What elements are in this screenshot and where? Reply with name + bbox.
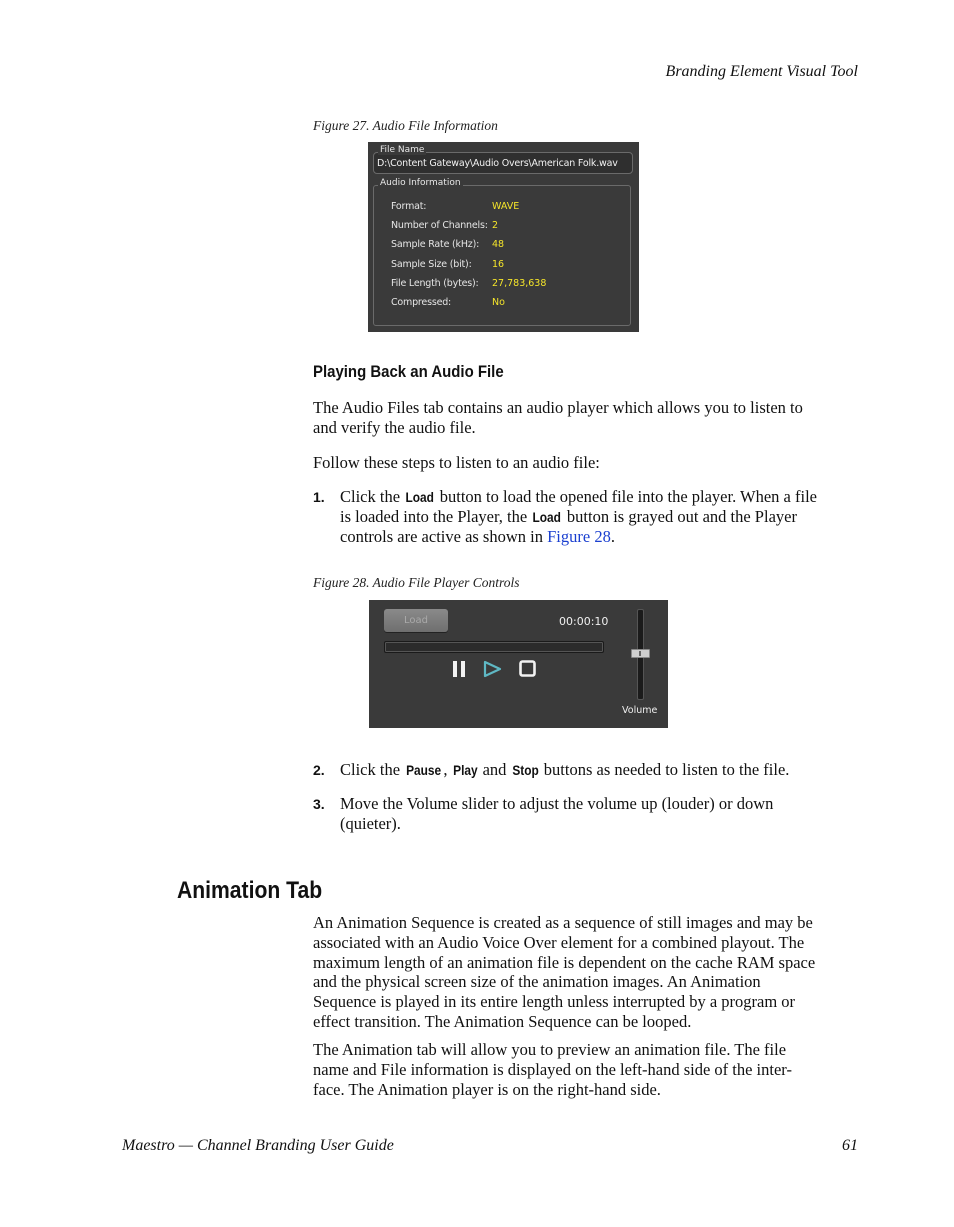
load-button[interactable]: Load bbox=[384, 609, 448, 632]
section-heading-animation-tab: Animation Tab bbox=[177, 877, 323, 904]
animation-p1-line: maximum length of an animation file is dependent on the cache RAM space bbox=[313, 952, 816, 972]
animation-p1-line: and the physical screen size of the animation images. An Animation bbox=[313, 972, 761, 992]
step-2-text-a: Click the bbox=[340, 760, 405, 779]
animation-p2-line: face. The Animation player is on the right-hand side. bbox=[313, 1080, 661, 1099]
play-icon[interactable] bbox=[482, 659, 504, 679]
step-1-text-d: button is grayed out and the Player bbox=[562, 507, 797, 526]
stop-icon[interactable] bbox=[518, 659, 538, 679]
step-1-period: . bbox=[610, 527, 615, 546]
running-header: Branding Element Visual Tool bbox=[665, 63, 858, 80]
animation-p1-line: An Animation Sequence is created as a sequence of still images and may be bbox=[313, 913, 813, 932]
sample-rate-label: Sample Rate (kHz): bbox=[391, 239, 480, 250]
step-3-line1: Move the Volume slider to adjust the volume up (louder) or down bbox=[340, 794, 774, 813]
step-2-text-c: buttons as needed to listen to the file. bbox=[539, 760, 790, 779]
animation-p1-line: effect transition. The Animation Sequence can be looped. bbox=[313, 1011, 692, 1031]
format-label: Format: bbox=[391, 201, 427, 212]
audio-player-panel bbox=[369, 600, 668, 728]
page-number: 61 bbox=[842, 1137, 858, 1154]
step-3-line2: (quieter). bbox=[340, 814, 401, 833]
step-1-text-b: button to load the opened file into the player. When a file bbox=[435, 487, 817, 506]
compressed-value: No bbox=[492, 297, 505, 308]
animation-paragraph-1 bbox=[313, 913, 873, 1032]
stop-keyword: Stop bbox=[511, 762, 539, 778]
audio-info-legend: Audio Information bbox=[380, 178, 461, 188]
animation-p2-line: The Animation tab will allow you to preview an animation file. The file bbox=[313, 1040, 787, 1059]
step-2-text-b: and bbox=[478, 760, 511, 779]
step-2-text bbox=[340, 760, 870, 780]
volume-label: Volume bbox=[622, 705, 658, 716]
load-keyword: Load bbox=[405, 489, 435, 505]
audio-file-info-panel bbox=[368, 142, 639, 332]
animation-paragraph-2 bbox=[313, 1040, 873, 1100]
file-length-value: 27,783,638 bbox=[492, 278, 547, 289]
compressed-label: Compressed: bbox=[391, 297, 452, 308]
volume-slider-thumb[interactable] bbox=[631, 649, 650, 658]
playback-progress-bar[interactable] bbox=[384, 641, 604, 653]
channels-label: Number of Channels: bbox=[391, 220, 488, 231]
animation-p1-line: associated with an Audio Voice Over element for a combined playout. The bbox=[313, 932, 805, 952]
pause-icon[interactable] bbox=[451, 659, 471, 679]
channels-value: 2 bbox=[492, 220, 499, 231]
step-1-number: 1. bbox=[313, 489, 325, 505]
sample-rate-value: 48 bbox=[492, 239, 505, 250]
format-value: WAVE bbox=[492, 201, 520, 212]
step-1-text-a: Click the bbox=[340, 487, 405, 506]
pause-keyword: Pause bbox=[406, 762, 442, 778]
animation-p2-line: name and File information is displayed on the left-hand side of the inter- bbox=[313, 1060, 792, 1079]
file-name-legend: File Name bbox=[380, 145, 425, 155]
animation-p1-line: Sequence is played in its entire length unless interrupted by a program or bbox=[313, 992, 796, 1012]
section-heading-playback: Playing Back an Audio File bbox=[313, 362, 504, 381]
file-name-value: D:\Content Gateway\Audio Overs\American Folk.wav bbox=[377, 158, 618, 169]
step-1-text-e: controls are active as shown in bbox=[340, 527, 548, 546]
figure-28-caption: Figure 28. Audio File Player Controls bbox=[313, 575, 520, 590]
sample-size-label: Sample Size (bit): bbox=[391, 259, 472, 270]
figure-27-caption: Figure 27. Audio File Information bbox=[313, 118, 498, 133]
step-1-text bbox=[340, 487, 870, 547]
playback-paragraph-1 bbox=[313, 398, 873, 438]
step-2-sep: , bbox=[443, 760, 452, 779]
playback-p1-line1: The Audio Files tab contains an audio player which allows you to listen to bbox=[313, 398, 803, 417]
sample-size-value: 16 bbox=[492, 259, 505, 270]
playback-paragraph-2: Follow these steps to listen to an audio file: bbox=[313, 453, 600, 472]
load-keyword-2: Load bbox=[532, 509, 562, 525]
playback-p1-line2: and verify the audio file. bbox=[313, 418, 476, 437]
file-length-label: File Length (bytes): bbox=[391, 278, 479, 289]
step-3-text bbox=[340, 794, 870, 834]
footer-document-title: Maestro — Channel Branding User Guide bbox=[122, 1137, 394, 1154]
figure-28-link[interactable]: Figure 28 bbox=[547, 527, 611, 546]
step-3-number: 3. bbox=[313, 796, 325, 812]
time-readout: 00:00:10 bbox=[559, 615, 609, 628]
step-1-text-c: is loaded into the Player, the bbox=[340, 507, 532, 526]
step-2-number: 2. bbox=[313, 762, 325, 778]
play-keyword: Play bbox=[452, 762, 478, 778]
